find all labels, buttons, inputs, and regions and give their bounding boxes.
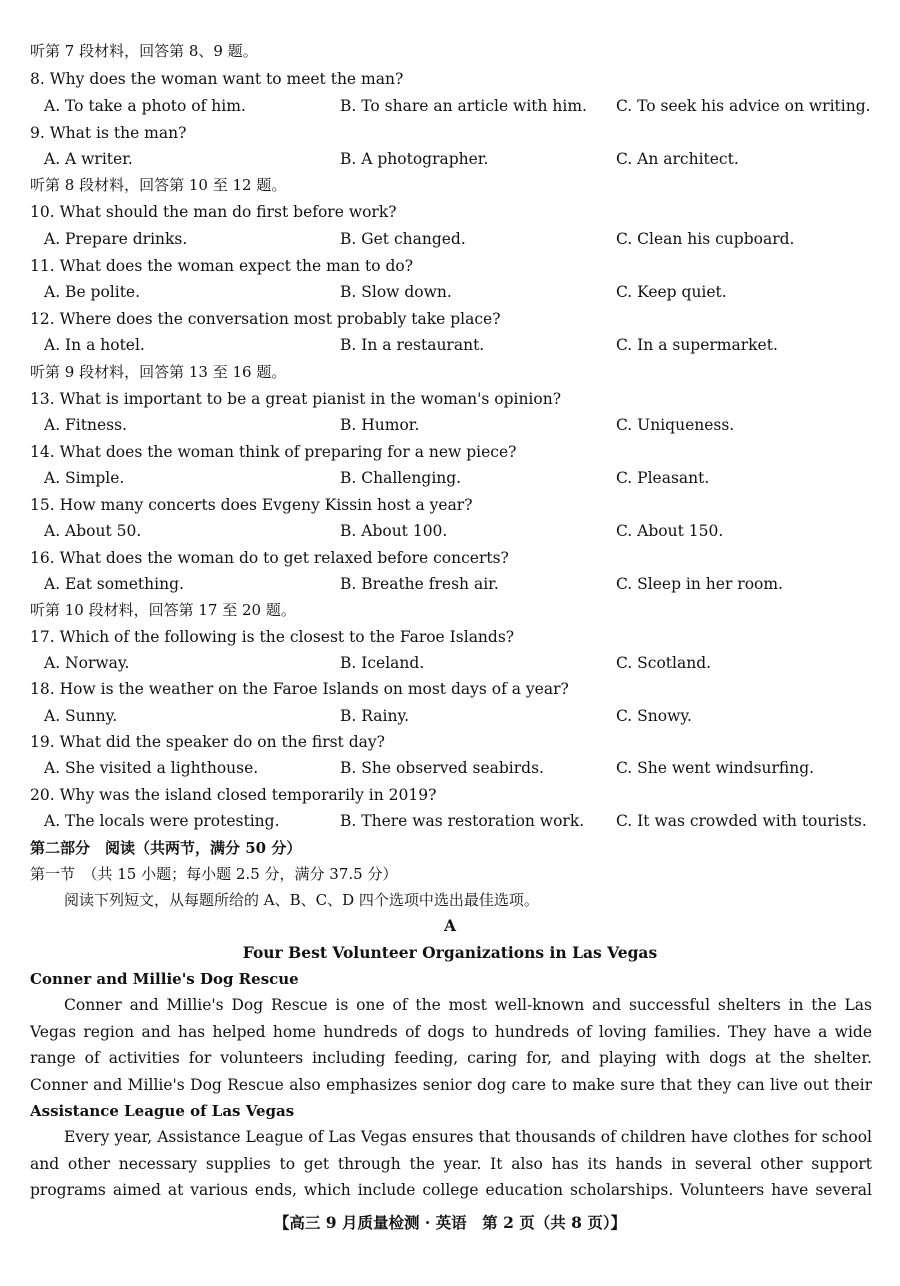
options-20 [0,808,900,834]
question-text: 10. What should the man do first before work? [30,203,397,221]
option-b: B. Slow down. [340,283,452,301]
section-intro-7: 听第 7 段材料，回答第 8、9 题。 [30,42,258,60]
option-c: C. She went windsurfing. [616,759,815,777]
option-b: B. To share an article with him. [340,97,587,115]
option-b: B. Breathe fresh air. [340,575,499,593]
option-a: A. In a hotel. [44,336,145,354]
question-19 [0,729,900,755]
option-b: B. Rainy. [340,707,410,725]
option-a: A. Simple. [44,469,125,487]
question-18 [0,676,900,702]
option-c: C. An architect. [616,150,739,168]
option-a: A. Eat something. [44,575,184,593]
option-c: C. Keep quiet. [616,283,727,301]
option-a: A. Prepare drinks. [44,230,188,248]
question-15 [0,492,900,518]
question-9 [0,120,900,146]
question-12 [0,306,900,332]
option-b: B. About 100. [340,522,448,540]
question-text: 11. What does the woman expect the man to do? [30,257,414,275]
options-12 [0,332,900,358]
question-text: 15. How many concerts does Evgeny Kissin host a year? [30,496,473,514]
question-16 [0,545,900,571]
option-b: B. Challenging. [340,469,462,487]
option-a: A. About 50. [44,522,142,540]
question-text: 9. What is the man? [30,124,187,142]
option-a: A. Sunny. [44,707,118,725]
option-c: C. Clean his cupboard. [616,230,795,248]
options-8 [0,93,900,119]
question-text: 17. Which of the following is the closest to the Faroe Islands? [30,628,515,646]
question-17 [0,624,900,650]
option-a: A. A writer. [44,150,133,168]
question-text: 12. Where does the conversation most probably take place? [30,310,501,328]
option-b: B. Iceland. [340,654,425,672]
reading-instruction: 阅读下列短文，从每题所给的 A、B、C、D 四个选项中选出最佳选项。 [64,891,539,909]
option-a: A. Be polite. [44,283,141,301]
options-18 [0,703,900,729]
page-footer: 【高三 9 月质量检测 · 英语 第 2 页（共 8 页）】 [273,1213,627,1232]
option-a: A. To take a photo of him. [44,97,246,115]
option-c: C. To seek his advice on writing. [616,97,871,115]
question-text: 14. What does the woman think of preparing for a new piece? [30,443,517,461]
options-17 [0,650,900,676]
option-a: A. Fitness. [44,416,127,434]
options-13 [0,412,900,438]
option-c: C. Uniqueness. [616,416,735,434]
option-b: B. Humor. [340,416,420,434]
question-11 [0,253,900,279]
question-20 [0,782,900,808]
passage-title: Four Best Volunteer Organizations in Las Vegas [242,943,658,962]
question-10 [0,199,900,225]
option-c: C. Sleep in her room. [616,575,783,593]
option-b: B. She observed seabirds. [340,759,544,777]
option-b: B. A photographer. [340,150,489,168]
section-intro-10: 听第 10 段材料，回答第 17 至 20 题。 [30,601,296,619]
question-text: 8. Why does the woman want to meet the man? [30,70,404,88]
section-one-title: 第一节 （共 15 小题；每小题 2.5 分，满分 37.5 分） [30,865,398,883]
question-text: 13. What is important to be a great pianist in the woman's opinion? [30,390,562,408]
option-b: B. Get changed. [340,230,466,248]
option-a: A. The locals were protesting. [44,812,280,830]
option-c: C. It was crowded with tourists. [616,812,867,830]
option-a: A. Norway. [44,654,130,672]
option-c: C. Pleasant. [616,469,710,487]
question-14 [0,439,900,465]
options-11 [0,279,900,305]
question-text: 20. Why was the island closed temporarily in 2019? [30,786,437,804]
option-a: A. She visited a lighthouse. [44,759,259,777]
section-intro-8: 听第 8 段材料，回答第 10 至 12 题。 [30,176,287,194]
passage-letter: A [443,916,457,935]
option-c: C. In a supermarket. [616,336,778,354]
options-14 [0,465,900,491]
question-8 [0,66,900,92]
part-two-title: 第二部分 阅读（共两节，满分 50 分） [30,839,302,857]
options-10 [0,226,900,252]
org2-text: Every year, Assistance League of Las Vegas ensures that thousands of children have clothes for school and other necessary supplies to get through the year. It also has its hands in several other support programs aimed at various ends, which include college education scholarships. Volunteers have several [30,1128,872,1199]
org2-paragraph [30,1124,872,1204]
option-c: C. Snowy. [616,707,692,725]
options-19 [0,755,900,781]
question-text: 18. How is the weather on the Faroe Islands on most days of a year? [30,680,569,698]
option-c: C. About 150. [616,522,724,540]
section-intro-9: 听第 9 段材料，回答第 13 至 16 题。 [30,363,287,381]
options-15 [0,518,900,544]
options-16 [0,571,900,597]
question-13 [0,386,900,412]
option-c: C. Scotland. [616,654,712,672]
org1-heading: Conner and Millie's Dog Rescue [30,970,299,988]
option-b: B. In a restaurant. [340,336,485,354]
options-9 [0,146,900,172]
org2-heading: Assistance League of Las Vegas [30,1102,295,1120]
question-text: 16. What does the woman do to get relaxed before concerts? [30,549,509,567]
option-b: B. There was restoration work. [340,812,585,830]
org1-text: Conner and Millie's Dog Rescue is one of the most well-known and successful shelters in the Las Vegas region and has helped home hundreds of dogs to hundreds of loving families. They have a wide range of activities for volunteers including feeding, caring for, and playing with dogs at the shelter. Conner and Millie's Dog Rescue also emphasizes senior dog care to make sure that they can live out their [30,996,872,1094]
org1-paragraph [30,992,872,1098]
question-text: 19. What did the speaker do on the first day? [30,733,385,751]
